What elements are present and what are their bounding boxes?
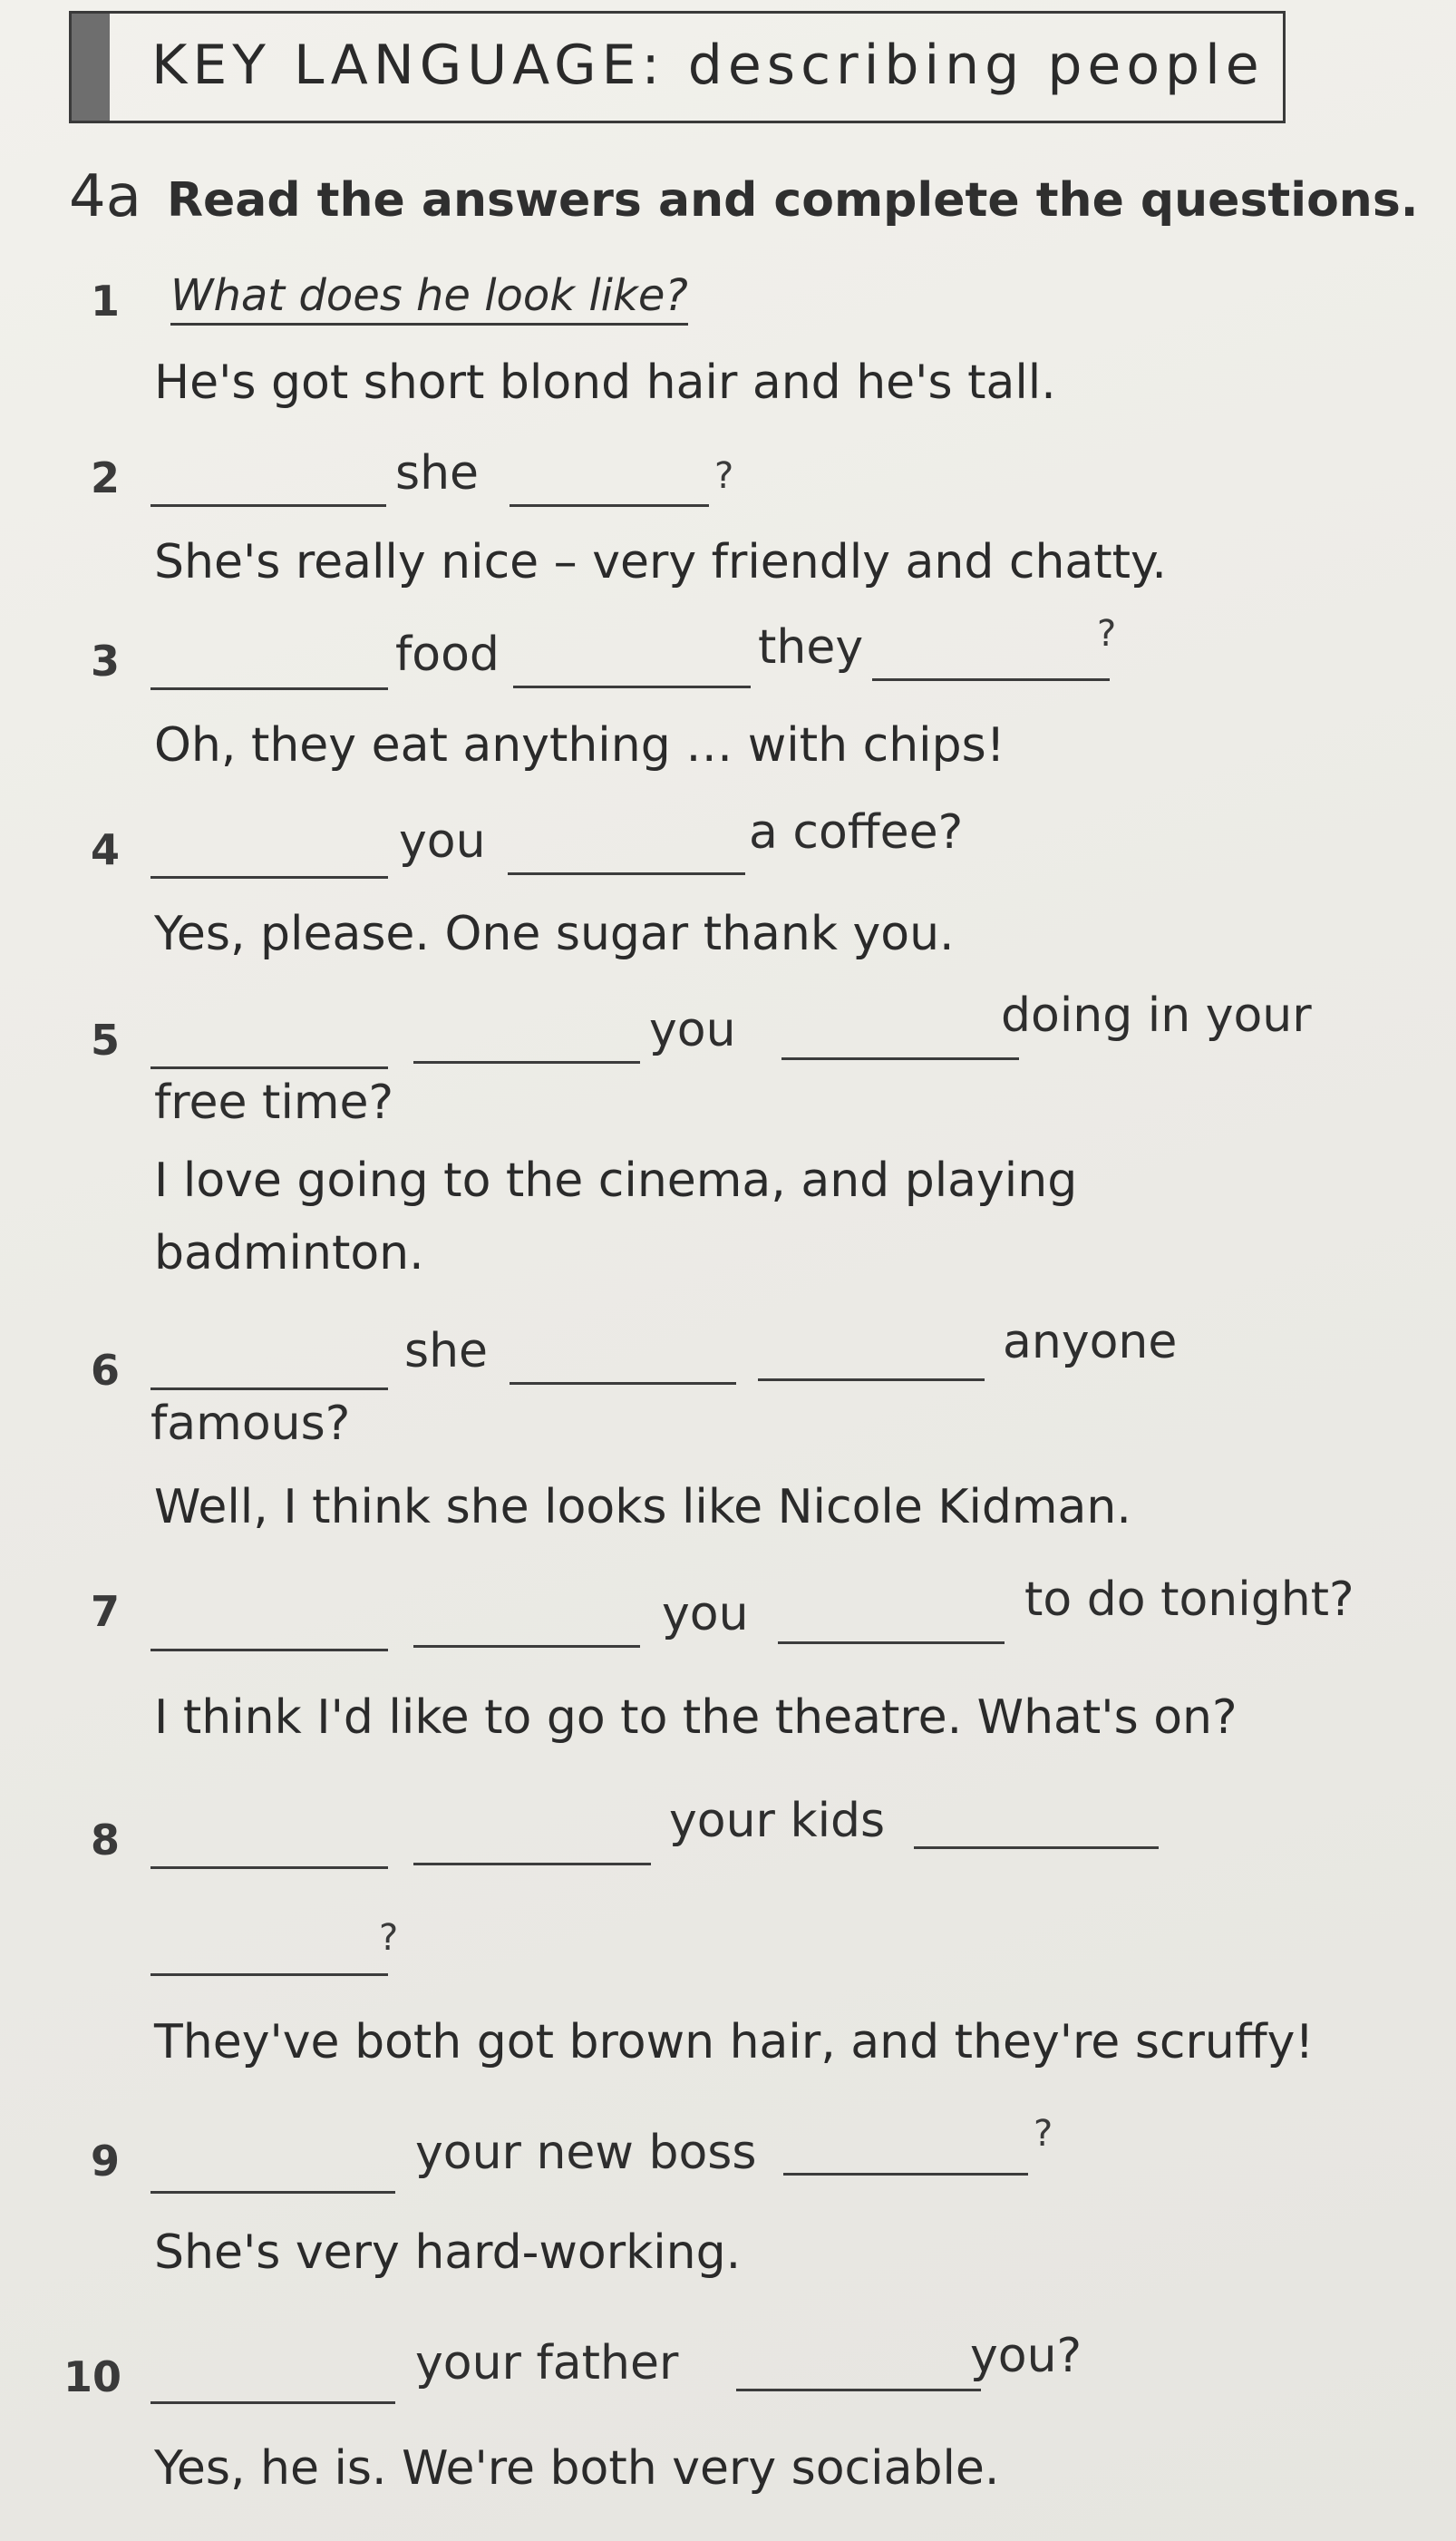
question-word: famous? xyxy=(150,1397,351,1451)
answer-blank[interactable] xyxy=(781,1057,1019,1060)
section-title: KEY LANGUAGE: describing people xyxy=(151,34,1265,97)
answer-blank[interactable] xyxy=(872,678,1110,681)
question-number: 7 xyxy=(91,1587,121,1636)
answer-text: I love going to the cinema, and playing xyxy=(154,1154,1078,1208)
answer-text: I think I'd like to go to the theatre. What's on? xyxy=(154,1690,1238,1745)
exercise-instruction: Read the answers and complete the questions. xyxy=(166,173,1419,228)
answer-text: She's very hard-working. xyxy=(154,2225,742,2280)
answer-blank[interactable] xyxy=(150,2191,395,2194)
answer-blank[interactable] xyxy=(150,1066,388,1069)
question-mark: ? xyxy=(1097,613,1117,655)
answer-text: Oh, they eat anything … with chips! xyxy=(154,718,1005,773)
question-word: you xyxy=(399,814,486,869)
question-word: free time? xyxy=(154,1076,394,1130)
question-number: 2 xyxy=(91,453,121,502)
answer-blank[interactable] xyxy=(413,1061,640,1064)
answer-text: Yes, he is. We're both very sociable. xyxy=(154,2441,1000,2496)
question-number: 10 xyxy=(63,2352,122,2401)
question-word: food xyxy=(395,628,500,682)
question-number: 6 xyxy=(91,1346,121,1395)
question-word: to do tonight? xyxy=(1024,1572,1354,1627)
answer-text: Yes, please. One sugar thank you. xyxy=(154,907,955,961)
answer-blank[interactable] xyxy=(758,1378,985,1381)
answer-blank[interactable] xyxy=(150,1649,388,1651)
question-mark: ? xyxy=(1034,2113,1053,2155)
answer-blank[interactable] xyxy=(736,2389,981,2391)
question-number: 8 xyxy=(91,1816,121,1864)
question-word: a coffee? xyxy=(749,805,964,860)
answer-blank[interactable] xyxy=(783,2173,1028,2176)
answer-blank[interactable] xyxy=(150,504,386,507)
question-word: your father xyxy=(415,2336,679,2390)
question-word: you xyxy=(662,1587,749,1641)
answer-text: He's got short blond hair and he's tall. xyxy=(154,355,1056,410)
answer-blank[interactable] xyxy=(150,1973,388,1976)
question-number: 5 xyxy=(91,1016,121,1065)
question-word: she xyxy=(404,1324,489,1378)
answer-blank[interactable] xyxy=(413,1645,640,1648)
answer-blank[interactable] xyxy=(510,1382,736,1385)
answer-text: badminton. xyxy=(154,1226,424,1280)
answer-blank[interactable] xyxy=(510,504,709,507)
question-mark: ? xyxy=(714,455,734,497)
answer-blank[interactable] xyxy=(150,1387,388,1390)
exercise-heading xyxy=(69,163,1419,230)
question-word: anyone xyxy=(1003,1315,1178,1369)
question-word: she xyxy=(395,446,480,501)
answer-text: Well, I think she looks like Nicole Kidman. xyxy=(154,1480,1131,1534)
answer-blank[interactable] xyxy=(513,686,751,688)
question-number: 3 xyxy=(91,637,121,686)
example-question: What does he look like? xyxy=(170,270,688,326)
answer-blank[interactable] xyxy=(150,1866,388,1869)
header-accent-bar xyxy=(72,14,110,121)
question-mark: ? xyxy=(379,1917,399,1959)
answer-blank[interactable] xyxy=(508,872,745,875)
exercise-number: 4a xyxy=(69,163,141,230)
question-word: you xyxy=(649,1003,736,1057)
answer-blank[interactable] xyxy=(778,1641,1005,1644)
section-header xyxy=(69,11,1286,123)
question-word: doing in your xyxy=(1001,988,1312,1043)
question-word: they xyxy=(758,620,864,675)
question-number: 9 xyxy=(91,2137,121,2186)
answer-blank[interactable] xyxy=(150,687,388,690)
question-word: your kids xyxy=(669,1794,886,1848)
answer-blank[interactable] xyxy=(413,1863,651,1865)
question-number: 4 xyxy=(91,825,121,874)
answer-blank[interactable] xyxy=(150,876,388,879)
answer-blank[interactable] xyxy=(150,2401,395,2404)
question-word: you? xyxy=(970,2329,1082,2383)
question-number: 1 xyxy=(91,277,121,326)
answer-text: They've both got brown hair, and they're scruffy! xyxy=(154,2015,1315,2069)
answer-blank[interactable] xyxy=(914,1846,1159,1849)
answer-text: She's really nice – very friendly and chatty. xyxy=(154,535,1167,589)
question-word: your new boss xyxy=(415,2126,757,2180)
